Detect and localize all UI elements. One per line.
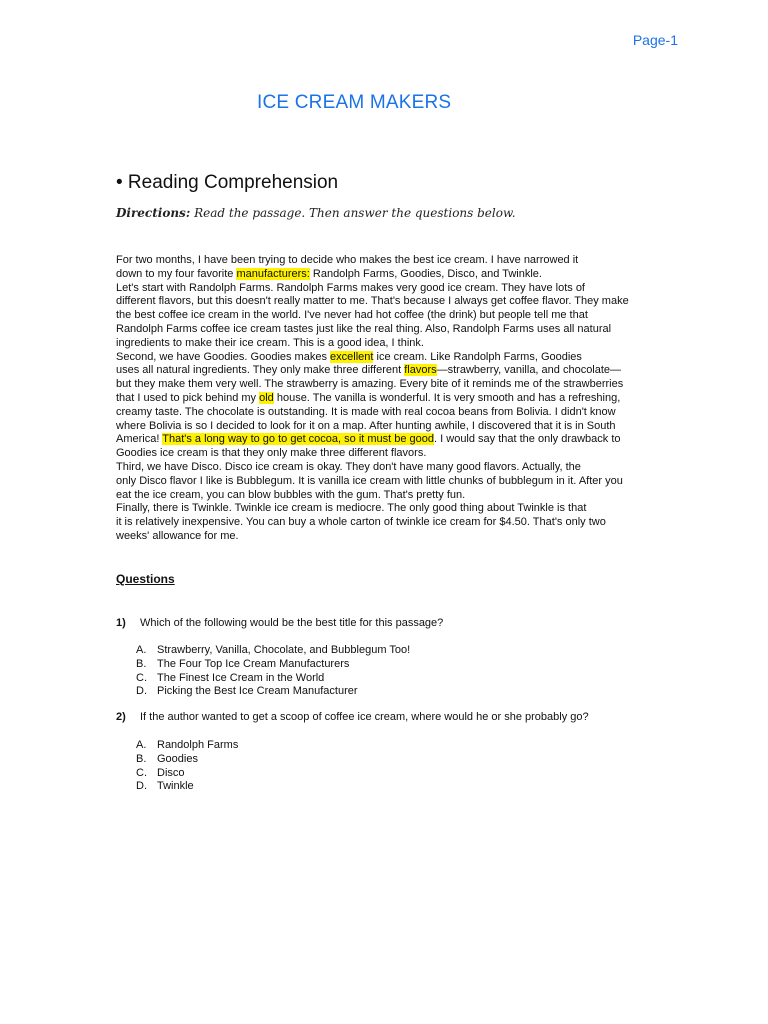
answer-option [136,672,410,686]
passage-text: Goodies ice cream is that they only make three different flavors. [116,447,427,460]
page-number: Page-1 [632,32,678,48]
passage-line [116,489,656,503]
passage-line [116,378,656,392]
question-text: If the author wanted to get a scoop of coffee ice cream, where would he or she probably go? [140,711,589,723]
answer-option [136,767,238,781]
option-letter: B. [136,752,147,765]
passage-line [116,323,656,337]
question-number: 1) [116,617,126,629]
answer-option [136,685,410,699]
option-letter: C. [136,766,147,779]
passage-text: ice cream. Like Randolph Farms, Goodies [373,350,582,363]
passage-line [116,282,656,296]
answer-option [136,658,410,672]
question-2 [116,711,589,723]
passage-line [116,364,656,378]
option-text: Picking the Best Ice Cream Manufacturer [157,685,358,698]
passage-line [116,268,656,282]
passage-line [116,475,656,489]
answer-option [136,780,238,794]
answer-option [136,739,238,753]
section-heading: • Reading Comprehension [116,172,339,193]
passage-text: ingredients to make their ice cream. This is a good idea, I think. [116,336,424,349]
highlighted-text: flavors [404,364,437,377]
passage-text: Second, we have Goodies. Goodies makes [116,350,331,363]
passage-text: different flavors, but this doesn't really matter to me. That's because I always get coffee flavor. They make [116,295,629,308]
highlighted-text: old [259,391,274,404]
passage-text: only Disco flavor I like is Bubblegum. It is vanilla ice cream with little chunks of bubblegum in it. After you [116,474,623,487]
passage-text: Randolph Farms coffee ice cream tastes just like the real thing. Also, Randolph Farms uses all natural [116,322,612,335]
passage-line [116,502,656,516]
option-text: Twinkle [157,780,194,793]
passage-text: For two months, I have been trying to decide who makes the best ice cream. I have narrowed it [116,254,579,266]
option-text: Strawberry, Vanilla, Chocolate, and Bubblegum Too! [157,644,411,656]
passage-line [116,351,656,365]
passage-text: where Bolivia is so I decided to look for it on a map. After hunting awhile, I discovered that it is in South [116,419,616,432]
option-letter: A. [136,739,147,751]
passage-text: the best coffee ice cream in the world. I've never had hot coffee (the drink) but people tell me that [116,309,588,322]
passage-text: eat the ice cream, you can blow bubbles with the gum. That's pretty fun. [116,488,466,501]
passage-text: but they make them very well. The strawberry is amazing. Every bite of it reminds me of the strawberries [116,378,624,391]
passage-line [116,420,656,434]
passage-text: house. The vanilla is wonderful. It is very smooth and has a refreshing, [273,391,621,404]
passage-text: creamy taste. The chocolate is outstanding. It is made with real cocoa beans from Bolivia. I didn't know [116,405,616,418]
highlighted-text: That's a long way to go to get cocoa, so it must be good [162,433,435,446]
passage-line [116,433,656,447]
passage-text: that I used to pick behind my [116,391,260,404]
passage-text: weeks' allowance for me. [116,529,239,542]
highlighted-text: excellent [330,350,374,363]
answer-option [136,753,238,767]
highlighted-text: manufacturers: [236,267,310,280]
passage-line [116,406,656,420]
passage-line [116,392,656,406]
document-title: ICE CREAM MAKERS [257,92,452,113]
passage-line [116,254,656,268]
question-1-options [136,644,410,699]
directions-label: Directions: [116,206,191,220]
option-text: The Finest Ice Cream in the World [157,671,325,684]
question-1 [116,617,443,629]
passage-text: Randolph Farms, Goodies, Disco, and Twinkle. [309,267,542,280]
passage-text: . I would say that the only drawback to [434,433,621,446]
question-2-options [136,739,238,794]
passage-text: down to my four favorite [116,267,237,280]
answer-option [136,644,410,658]
reading-passage [116,254,656,544]
passage-line [116,461,656,475]
question-number: 2) [116,711,126,723]
passage-text: Finally, there is Twinkle. Twinkle ice cream is mediocre. The only good thing about Twinkle is that [116,502,587,515]
passage-text: uses all natural ingredients. They only make three different [116,364,405,377]
passage-line [116,309,656,323]
passage-line [116,516,656,530]
question-text: Which of the following would be the best title for this passage? [140,617,444,629]
directions [116,206,516,220]
option-letter: B. [136,657,147,670]
passage-line [116,337,656,351]
option-text: Randolph Farms [157,739,239,751]
option-text: Disco [157,766,185,779]
option-text: Goodies [157,752,198,765]
option-text: The Four Top Ice Cream Manufacturers [157,657,350,670]
passage-text: —strawberry, vanilla, and chocolate— [436,364,622,377]
passage-text: America! [116,433,163,446]
option-letter: D. [136,780,147,793]
option-letter: A. [136,644,147,656]
passage-text: it is relatively inexpensive. You can buy a whole carton of twinkle ice cream for $4.50. That's only two [116,516,606,529]
questions-heading: Questions [116,572,175,586]
passage-text: Let's start with Randolph Farms. Randolph Farms makes very good ice cream. They have lots of [116,281,585,294]
passage-line [116,295,656,309]
directions-text: Read the passage. Then answer the questions below. [194,206,516,220]
option-letter: D. [136,685,147,698]
passage-line [116,530,656,544]
option-letter: C. [136,671,147,684]
passage-line [116,447,656,461]
passage-text: Third, we have Disco. Disco ice cream is okay. They don't have many good flavors. Actually, the [116,460,581,473]
